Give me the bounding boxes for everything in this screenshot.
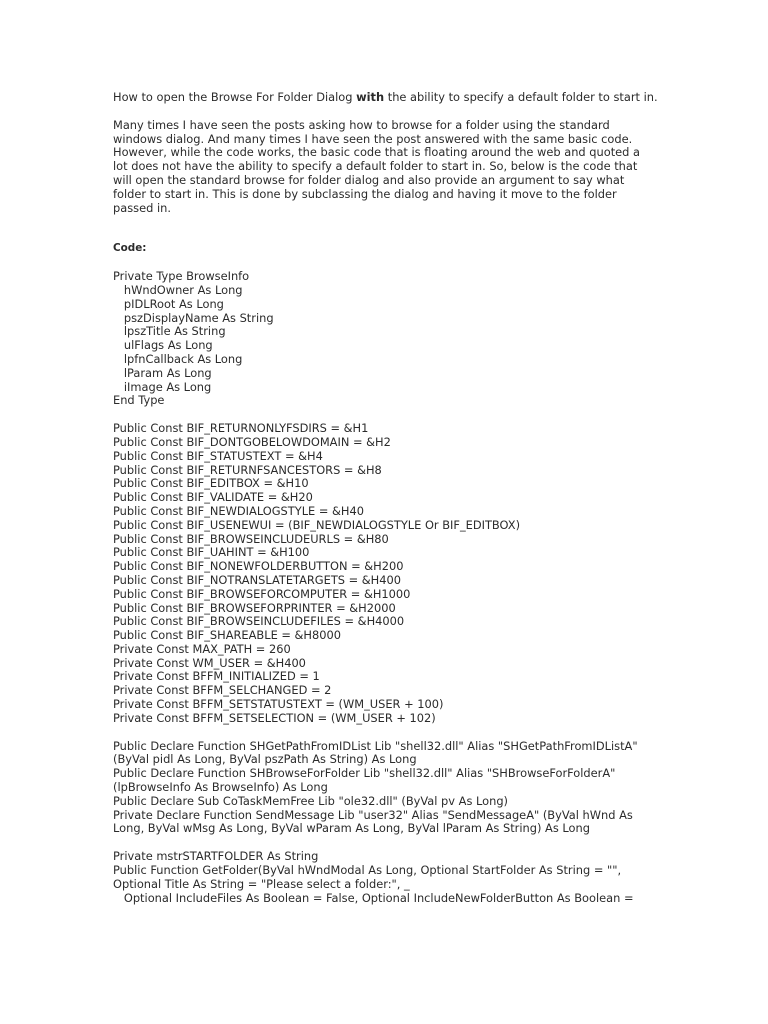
code-const-block <box>113 422 658 726</box>
code-line: Private Const BFFM_INITIALIZED = 1 <box>113 669 320 684</box>
code-line: lpfnCallback As Long <box>113 351 243 366</box>
code-line: Public Const BIF_BROWSEFORPRINTER = &H2000 <box>113 600 396 615</box>
code-line: Public Const BIF_STATUSTEXT = &H4 <box>113 448 323 463</box>
code-line: Private mstrSTARTFOLDER As String <box>113 849 319 864</box>
code-line: lParam As Long <box>113 365 212 380</box>
code-line: Public Const BIF_BROWSEINCLUDEURLS = &H80 <box>113 531 389 546</box>
code-line: Public Const BIF_RETURNONLYFSDIRS = &H1 <box>113 421 369 436</box>
code-function-block <box>113 850 658 905</box>
code-line: pIDLRoot As Long <box>113 296 224 311</box>
intro-title <box>113 91 658 105</box>
code-line: Public Declare Function SHBrowseForFolder Lib "shell32.dll" Alias "SHBrowseForFolderA" (lpBrowseInfo As BrowseInfo) As Long <box>113 766 616 795</box>
intro-title-bold: with <box>356 90 385 104</box>
code-line: Private Type BrowseInfo <box>113 269 250 284</box>
code-line: Private Const BFFM_SETSELECTION = (WM_USER + 102) <box>113 710 436 725</box>
code-line: Public Declare Function SHGetPathFromIDList Lib "shell32.dll" Alias "SHGetPathFromIDListA" (ByVal pidl As Long, ByVal pszPath As String) As Long <box>113 738 638 767</box>
code-line: Optional IncludeFiles As Boolean = False, Optional IncludeNewFolderButton As Boolean = <box>113 890 634 905</box>
document-page <box>113 91 658 905</box>
code-declare-block <box>113 740 658 837</box>
code-line: Private Const BFFM_SELCHANGED = 2 <box>113 683 332 698</box>
code-line: End Type <box>113 393 165 408</box>
code-line: Public Const BIF_NONEWFOLDERBUTTON = &H200 <box>113 559 404 574</box>
code-line: Public Const BIF_BROWSEFORCOMPUTER = &H1000 <box>113 586 411 601</box>
code-line: Public Const BIF_RETURNFSANCESTORS = &H8 <box>113 462 382 477</box>
code-line: Public Const BIF_USENEWUI = (BIF_NEWDIALOGSTYLE Or BIF_EDITBOX) <box>113 517 521 532</box>
code-line: Public Const BIF_EDITBOX = &H10 <box>113 476 309 491</box>
code-line: hWndOwner As Long <box>113 282 243 297</box>
code-line: Public Declare Sub CoTaskMemFree Lib "ole32.dll" (ByVal pv As Long) <box>113 793 509 808</box>
code-label: Code: <box>113 242 147 255</box>
code-line: ulFlags As Long <box>113 338 213 353</box>
code-line: Private Const MAX_PATH = 260 <box>113 641 291 656</box>
code-line: Private Const WM_USER = &H400 <box>113 655 306 670</box>
intro-paragraph: Many times I have seen the posts asking how to browse for a folder using the standard windows dialog. And many times I have seen the post answered with the same basic code. However, while the code works, the basic code that is floating around the web and quoted a lot does not have the ability to specify a default folder to start in. So, below is the code that will open the standard browse for folder dialog and also provide an argument to say what folder to start in. This is done by subclassing the dialog and having it move to the folder passed in. <box>113 117 641 215</box>
code-line: Public Const BIF_SHAREABLE = &H8000 <box>113 628 341 643</box>
code-line: Public Function GetFolder(ByVal hWndModal As Long, Optional StartFolder As String = "", Optional Title As String = "Please select a folder:", _ <box>113 863 622 891</box>
code-line: Private Const BFFM_SETSTATUSTEXT = (WM_USER + 100) <box>113 697 444 712</box>
code-line: Private Declare Function SendMessage Lib "user32" Alias "SendMessageA" (ByVal hWnd As Long, ByVal wMsg As Long, ByVal wParam As Long, ByVal lParam As String) As Long <box>113 807 633 836</box>
code-line: Public Const BIF_UAHINT = &H100 <box>113 545 310 560</box>
code-line: Public Const BIF_NOTRANSLATETARGETS = &H400 <box>113 572 401 587</box>
code-line: Public Const BIF_NEWDIALOGSTYLE = &H40 <box>113 503 364 518</box>
code-line: Public Const BIF_BROWSEINCLUDEFILES = &H4000 <box>113 614 405 629</box>
code-line: Public Const BIF_VALIDATE = &H20 <box>113 490 313 505</box>
code-type-block <box>113 270 658 408</box>
intro-title-before: How to open the Browse For Folder Dialog <box>113 90 357 104</box>
code-line: lpszTitle As String <box>113 324 226 339</box>
intro-title-after: the ability to specify a default folder to start in. <box>384 90 658 104</box>
code-line: pszDisplayName As String <box>113 310 274 325</box>
code-line: iImage As Long <box>113 379 212 394</box>
code-line: Public Const BIF_DONTGOBELOWDOMAIN = &H2 <box>113 434 391 449</box>
